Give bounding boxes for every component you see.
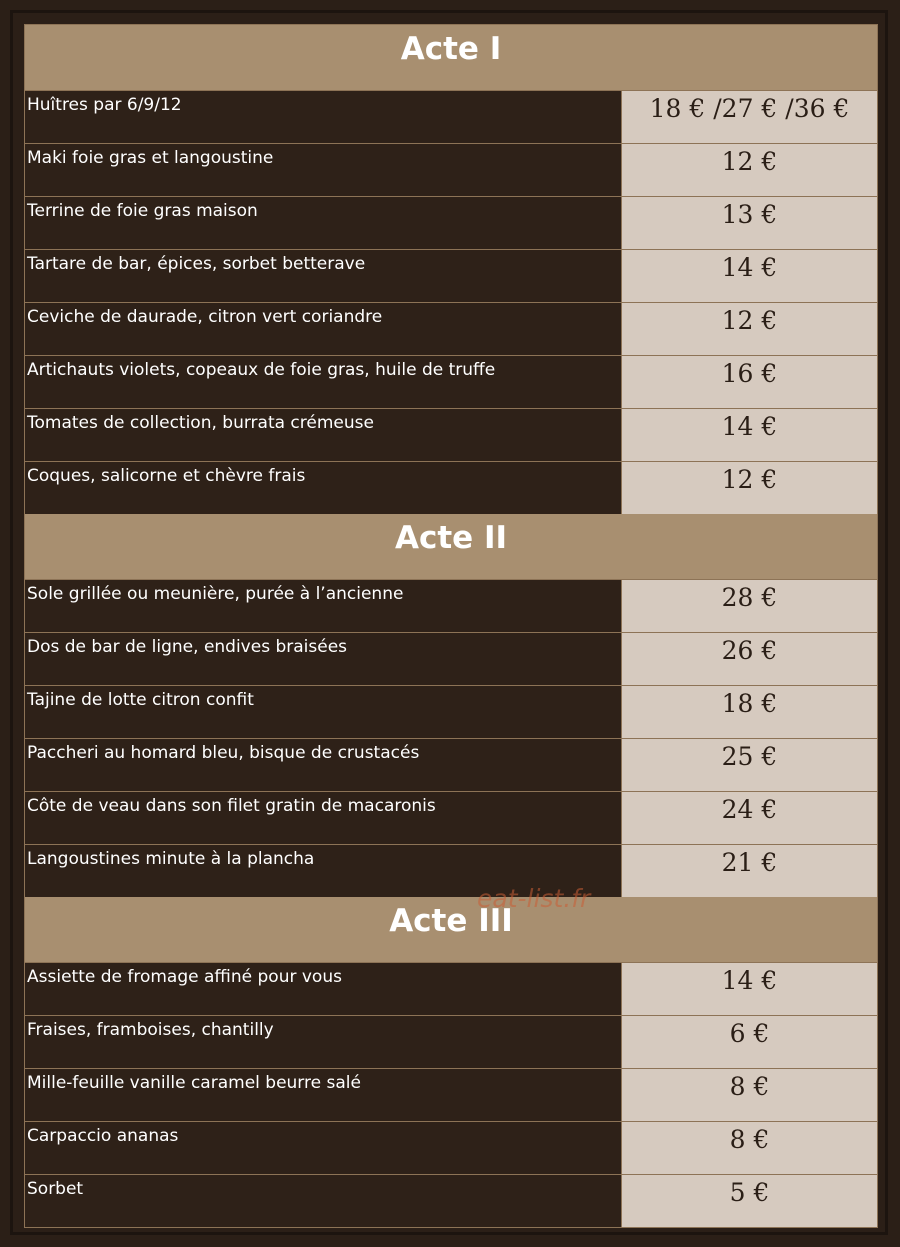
section-title: Acte III [25, 897, 877, 962]
dish-name: Tomates de collection, burrata crémeuse [25, 409, 621, 461]
dish-price: 12 € [621, 303, 877, 355]
dish-price: 18 € [621, 686, 877, 738]
section-title: Acte I [25, 25, 877, 90]
dish-name: Tajine de lotte citron confit [25, 686, 621, 738]
menu-row [25, 632, 877, 685]
dish-price: 14 € [621, 250, 877, 302]
dish-price: 24 € [621, 792, 877, 844]
dish-name: Huîtres par 6/9/12 [25, 91, 621, 143]
menu-row [25, 249, 877, 302]
dish-name: Paccheri au homard bleu, bisque de crustacés [25, 739, 621, 791]
dish-price: 26 € [621, 633, 877, 685]
dish-name: Assiette de fromage affiné pour vous [25, 963, 621, 1015]
menu-section [25, 897, 877, 1227]
dish-price: 6 € [621, 1016, 877, 1068]
dish-price: 16 € [621, 356, 877, 408]
dish-name: Sole grillée ou meunière, purée à l’ancienne [25, 580, 621, 632]
dish-price: 25 € [621, 739, 877, 791]
menu-row [25, 1174, 877, 1227]
dish-name: Langoustines minute à la plancha [25, 845, 621, 897]
dish-price: 5 € [621, 1175, 877, 1227]
dish-name: Ceviche de daurade, citron vert coriandre [25, 303, 621, 355]
dish-name: Sorbet [25, 1175, 621, 1227]
menu-row [25, 461, 877, 514]
dish-price: 12 € [621, 462, 877, 514]
menu-row [25, 90, 877, 143]
dish-name: Mille-feuille vanille caramel beurre salé [25, 1069, 621, 1121]
dish-price: 21 € [621, 845, 877, 897]
menu-row [25, 196, 877, 249]
menu-section [25, 25, 877, 514]
dish-name: Artichauts violets, copeaux de foie gras, huile de truffe [25, 356, 621, 408]
menu-row [25, 579, 877, 632]
menu-row [25, 408, 877, 461]
dish-name: Dos de bar de ligne, endives braisées [25, 633, 621, 685]
dish-name: Fraises, framboises, chantilly [25, 1016, 621, 1068]
dish-price: 8 € [621, 1069, 877, 1121]
menu-row [25, 738, 877, 791]
menu-row [25, 791, 877, 844]
dish-price: 12 € [621, 144, 877, 196]
menu-row [25, 685, 877, 738]
dish-price: 14 € [621, 409, 877, 461]
dish-name: Carpaccio ananas [25, 1122, 621, 1174]
dish-price: 13 € [621, 197, 877, 249]
menu-section [25, 514, 877, 897]
dish-price: 14 € [621, 963, 877, 1015]
dish-price: 28 € [621, 580, 877, 632]
dish-name: Maki foie gras et langoustine [25, 144, 621, 196]
menu-row [25, 355, 877, 408]
dish-name: Côte de veau dans son filet gratin de macaronis [25, 792, 621, 844]
menu-row [25, 844, 877, 897]
menu-row [25, 1068, 877, 1121]
section-title: Acte II [25, 514, 877, 579]
watermark-text: eat-list.fr [477, 884, 591, 913]
menu-row [25, 1121, 877, 1174]
dish-price: 8 € [621, 1122, 877, 1174]
menu-row [25, 302, 877, 355]
menu-table [24, 24, 878, 1228]
dish-name: Tartare de bar, épices, sorbet betterave [25, 250, 621, 302]
menu-row [25, 962, 877, 1015]
menu-row [25, 1015, 877, 1068]
menu-row [25, 143, 877, 196]
dish-name: Coques, salicorne et chèvre frais [25, 462, 621, 514]
dish-price: 18 € /27 € /36 € [621, 91, 877, 143]
dish-name: Terrine de foie gras maison [25, 197, 621, 249]
